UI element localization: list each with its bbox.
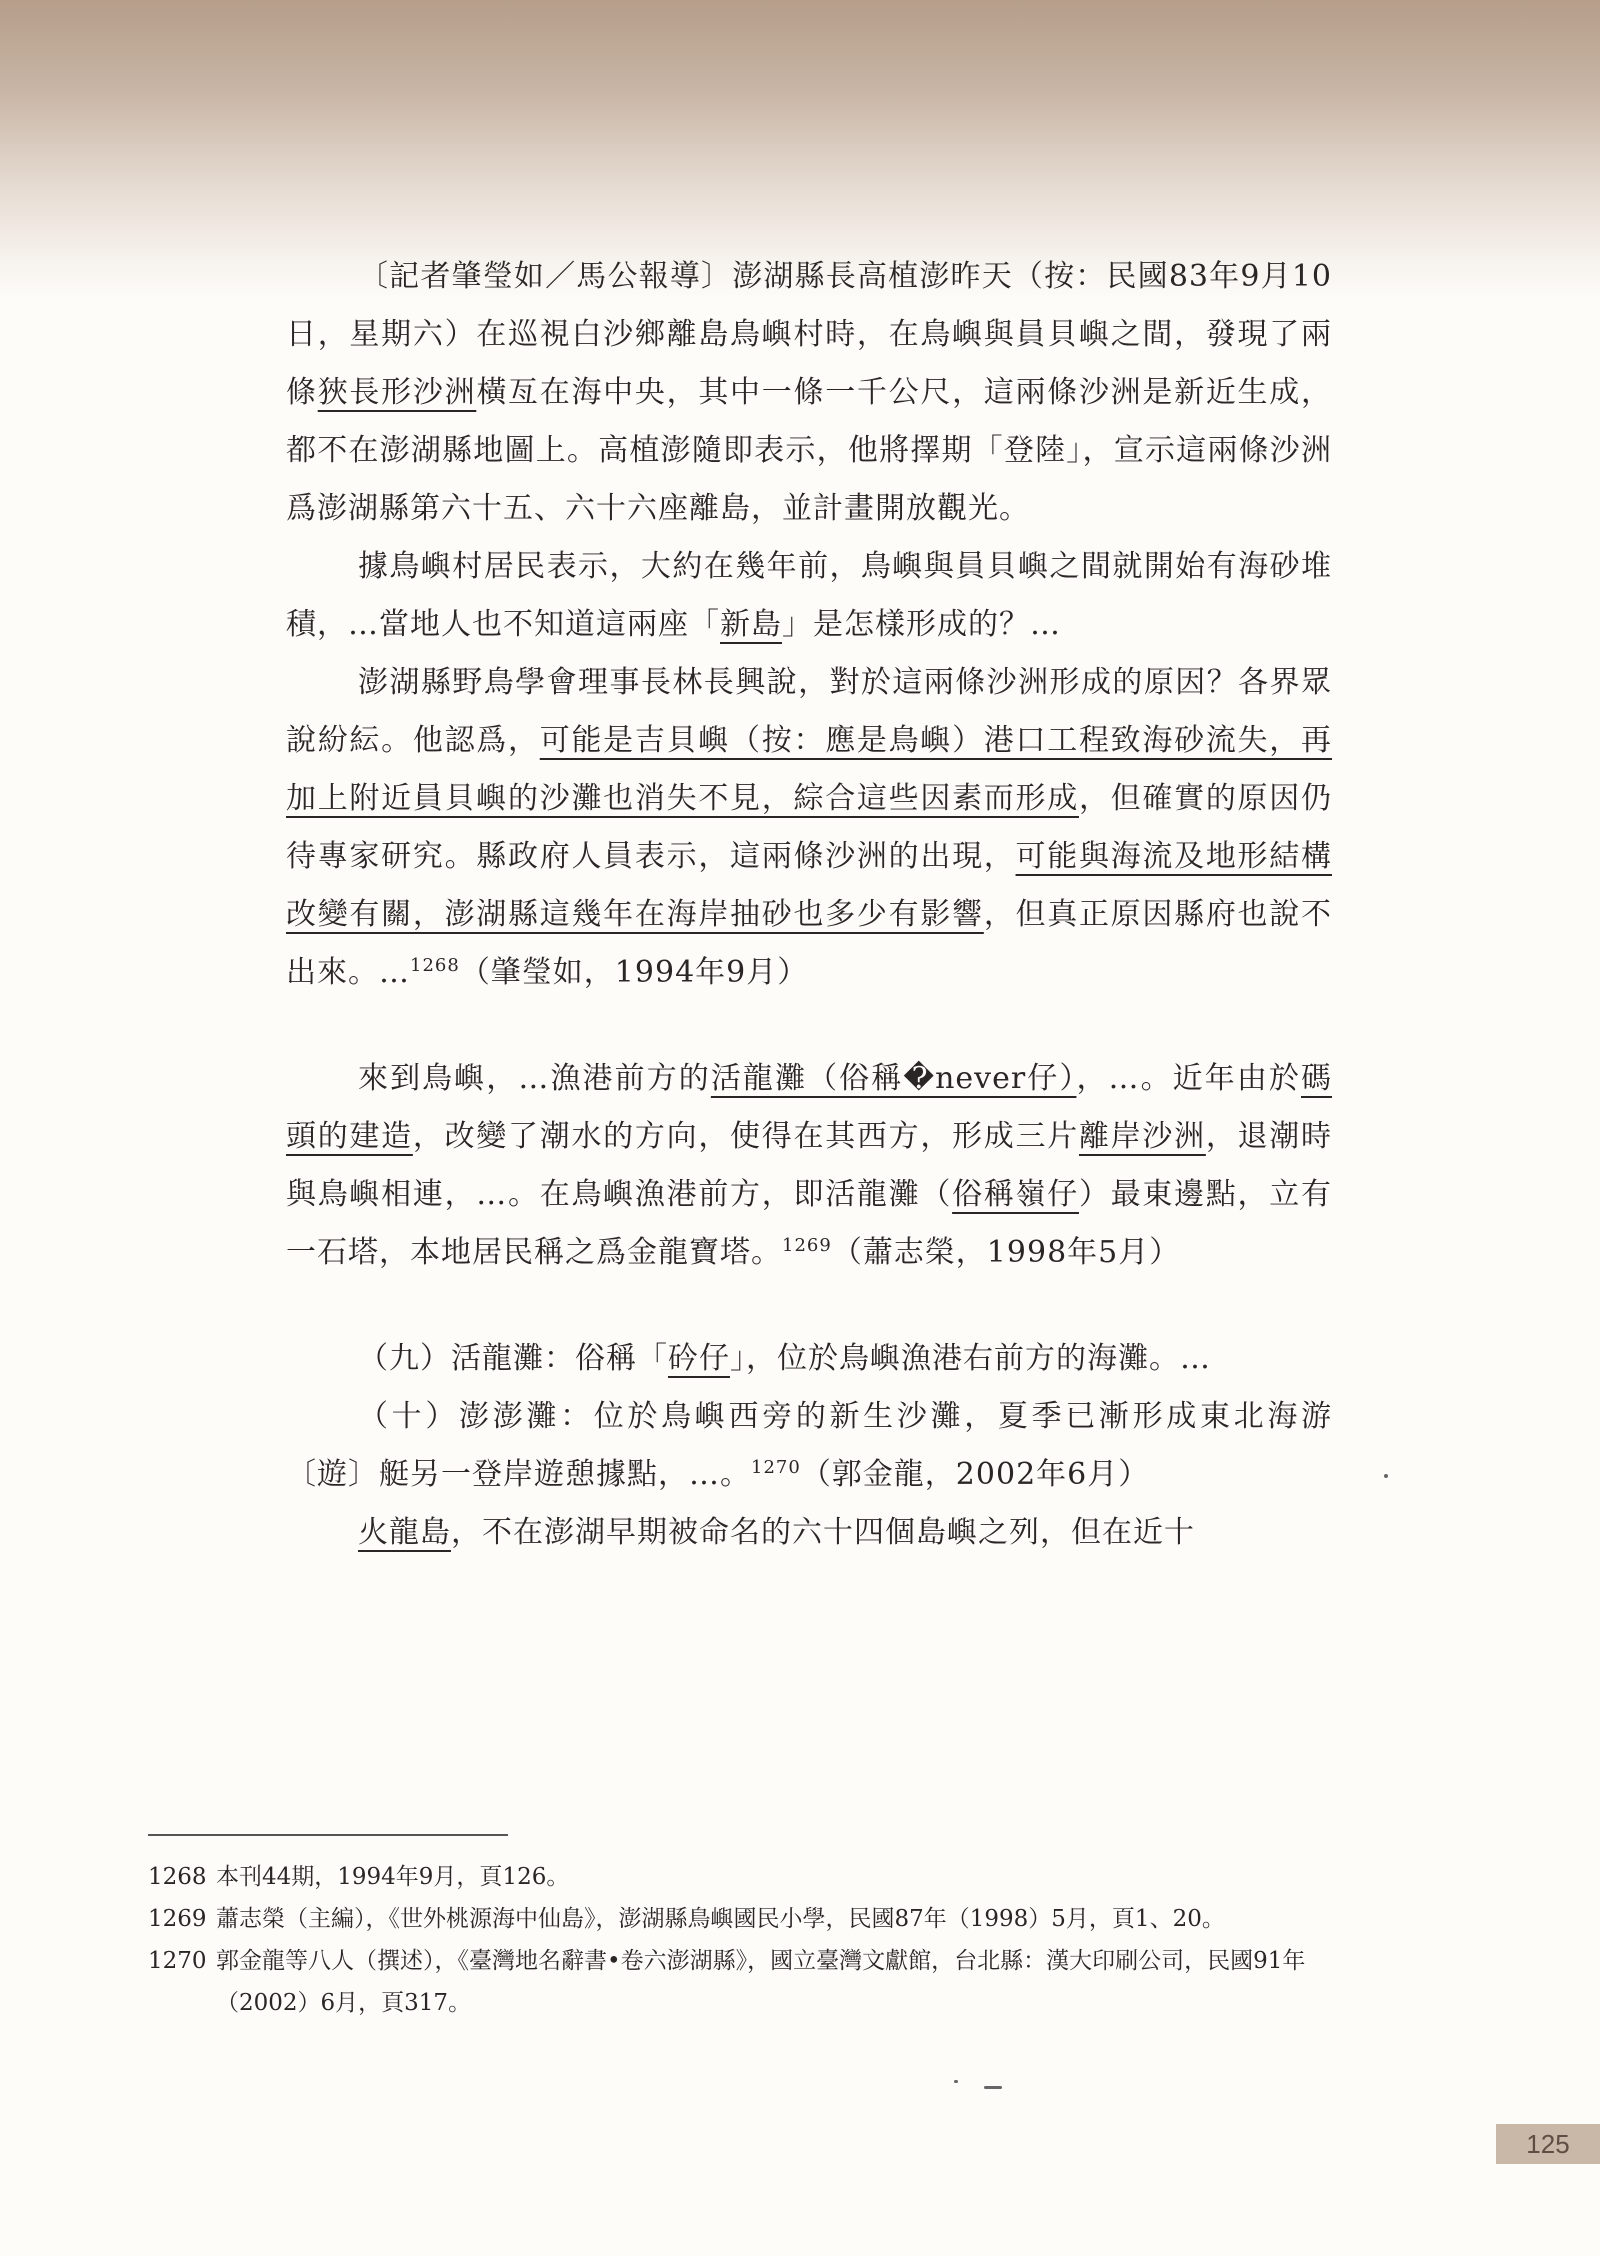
footnote (148, 1898, 1334, 1940)
text-run: （肇瑩如，1994年9月） (459, 955, 809, 990)
footnote (148, 1940, 1334, 2024)
footnote-ref: 1269 (782, 1235, 832, 1256)
quote-block-2 (286, 1050, 1332, 1282)
paragraph (286, 1504, 1332, 1562)
text-run: （郭金龍，2002年6月） (800, 1457, 1150, 1492)
main-text (286, 248, 1332, 1562)
quote-block-1 (286, 248, 1332, 1002)
text-run: 橫亙在海中央，其中一條一千公尺，這兩條沙洲是新近生成，都不在澎湖縣地圖上。高植澎隨即表示，他將擇期「登陸」，宣示這兩條沙洲爲澎湖縣第六十五、六十六座離島，並計畫開放觀光。 (286, 375, 1332, 526)
scan-speck (984, 2086, 1002, 2089)
footnote-ref: 1268 (410, 955, 460, 976)
paragraph (286, 1050, 1332, 1282)
footnotes (148, 1856, 1334, 2024)
page-number: 125 (1496, 2124, 1600, 2164)
paragraph (286, 538, 1332, 654)
text-run: ，退潮時與鳥嶼相連，…。在鳥嶼漁港前方，即活龍灘（ (286, 1119, 1332, 1212)
text-run: ，但確實的原因仍待專家研究。縣政府人員表示，這兩條沙洲的出現， (286, 781, 1332, 874)
underlined-text: 碼頭的建造 (286, 1061, 1332, 1154)
scan-speck (1384, 1474, 1388, 1478)
text-run: 來到鳥嶼，…漁港前方的 (358, 1061, 711, 1096)
paragraph (286, 1330, 1332, 1388)
text-run: ，改變了潮水的方向，使得在其西方，形成三片 (412, 1119, 1079, 1154)
block-gap (286, 1282, 1332, 1330)
block-gap (286, 1002, 1332, 1050)
text-run: ）最東邊點，立有一石塔，本地居民稱之爲金龍寶塔。 (286, 1177, 1332, 1270)
paragraph (286, 1388, 1332, 1504)
underlined-text: 離岸沙洲 (1078, 1119, 1206, 1154)
text-run: 」是怎樣形成的？… (782, 607, 1061, 642)
text-run: ，…。近年由於 (1076, 1061, 1301, 1096)
scan-speck (954, 2080, 958, 2083)
footnote-number: 1269 (148, 1906, 207, 1932)
text-run: ，不在澎湖早期被命名的六十四個島嶼之列，但在近十 (451, 1515, 1195, 1550)
text-run: （十）澎澎灘：位於鳥嶼西旁的新生沙灘，夏季已漸形成東北海游〔遊〕艇另一登岸遊憩據點，…。 (286, 1399, 1332, 1492)
footnote-text: 蕭志榮（主編），《世外桃源海中仙島》，澎湖縣鳥嶼國民小學，民國87年（1998）5月，頁1、20。 (216, 1906, 1225, 1932)
paragraph (286, 654, 1332, 1002)
paragraph (286, 248, 1332, 538)
underlined-text: 火龍島 (358, 1515, 451, 1550)
underlined-text: 可能與海流及地形結構改變有關，澎湖縣這幾年在海岸抽砂也多少有影響 (286, 839, 1332, 932)
text-run: ，但真正原因縣府也說不出來。… (286, 897, 1332, 990)
text-run: （蕭志榮，1998年5月） (831, 1235, 1181, 1270)
footnote-text: 本刊44期，1994年9月，頁126。 (216, 1864, 570, 1890)
underlined-text: 可能是吉貝嶼（按：應是鳥嶼）港口工程致海砂流失，再加上附近員貝嶼的沙灘也消失不見，綜合這些因素而形成 (286, 723, 1332, 816)
footnote-divider (148, 1834, 508, 1836)
text-run: 」，位於鳥嶼漁港右前方的海灘。… (730, 1341, 1211, 1376)
text-run: （九）活龍灘：俗稱「 (358, 1341, 668, 1376)
underlined-text: 砛仔 (668, 1341, 730, 1376)
underlined-text: 狹長形沙洲 (317, 375, 477, 410)
text-run: 據鳥嶼村居民表示，大約在幾年前，鳥嶼與員貝嶼之間就開始有海砂堆積，…當地人也不知道這兩座「 (286, 549, 1332, 642)
footnote-ref: 1270 (751, 1457, 801, 1478)
footnote-number: 1268 (148, 1864, 207, 1890)
underlined-text: 活龍灘（俗稱�never仔） (710, 1061, 1077, 1096)
underlined-text: 俗稱嶺仔 (952, 1177, 1079, 1212)
quote-block-3 (286, 1330, 1332, 1562)
text-run: 澎湖縣野鳥學會理事長林長興說，對於這兩條沙洲形成的原因？各界眾說紛紜。他認爲， (286, 665, 1332, 758)
text-run: 〔記者肇瑩如／馬公報導〕澎湖縣長高植澎昨天（按：民國83年9月10日，星期六）在巡視白沙鄉離島鳥嶼村時，在鳥嶼與員貝嶼之間，發現了兩條 (286, 259, 1332, 410)
footnote-text: 郭金龍等八人（撰述），《臺灣地名辭書•卷六澎湖縣》，國立臺灣文獻館，台北縣：漢大印刷公司，民國91年（2002）6月，頁317。 (216, 1948, 1306, 2016)
footnote (148, 1856, 1334, 1898)
footnote-number: 1270 (148, 1948, 207, 1974)
underlined-text: 新島 (720, 607, 782, 642)
